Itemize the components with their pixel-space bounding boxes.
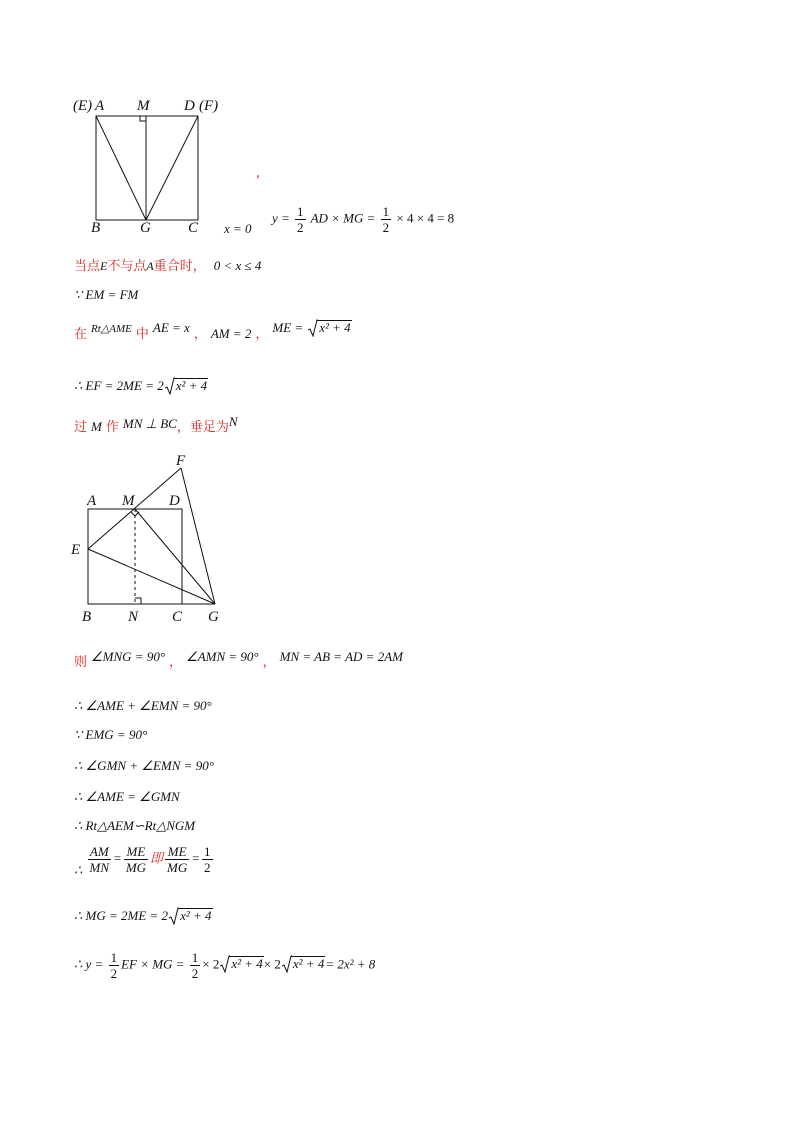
label-f: F — [176, 453, 186, 469]
step-mg: ∴ MG = 2ME = 2 x² + 4 — [74, 908, 212, 923]
segment-ag — [96, 116, 146, 220]
right-angle-mark — [140, 116, 146, 121]
step-em-fm: ∵ EM = FM — [74, 287, 139, 302]
square-abcd — [96, 116, 198, 220]
segment-dg — [146, 116, 198, 220]
label-a: A — [95, 98, 105, 114]
step-11: ∴ Rt△AEM∽Rt△NGM — [74, 818, 196, 833]
step-construct-mn: 过 M 作 MN ⊥ BC，垂足为$^N$ — [74, 414, 238, 435]
label-g: G — [208, 609, 219, 625]
label-m: M — [122, 493, 135, 509]
area-formula-case1: y = $\frac{1}{2}$ AD × MG = $\frac{1}{2}$ × 4 × 4 = 8 — [272, 204, 455, 235]
label-c: C — [188, 220, 199, 236]
label-e: (E) — [73, 98, 93, 114]
label-f: (F) — [199, 98, 219, 114]
label-e: E — [71, 542, 81, 558]
step-9: ∴ ∠GMN + ∠EMN = 90° — [74, 758, 214, 773]
comma: , — [256, 166, 261, 181]
label-a: A — [87, 493, 97, 509]
label-n: N — [128, 609, 139, 625]
label-g: G — [140, 220, 151, 236]
step-ratio: ∴ $\frac{AM}{MN}$ = $\frac{ME}{MG}$ 即 $\frac{ME}{MG}$ = $\frac{1}{2}$ — [74, 844, 211, 878]
step-final-area: ∴ y = $\frac{1}{2}$ EF × MG = $\frac{1}{2}$ × 2 x² + 4× 2 x² + 4= 2x² + 8 — [74, 950, 376, 981]
segment-eg — [88, 549, 215, 604]
step-rt-ame: 在 $^{Rt\triangle AME}$ 中 $^{AE = x}$ ， AM = 2 ， $^{ME =}$ x² + 4 — [74, 320, 351, 342]
label-c: C — [172, 609, 183, 625]
right-angle-mark-m — [131, 512, 139, 516]
label-b: B — [91, 220, 101, 236]
label-m: M — [137, 98, 150, 114]
x-equals-zero: x = 0 — [224, 221, 252, 236]
step-angles: $_则$ ∠MNG = 90° $_,$ ∠AMN = 90° $_,$ MN = AB = AD = 2AM — [74, 649, 403, 670]
step-7: ∴ ∠AME + ∠EMN = 90° — [74, 698, 212, 713]
label-d: D — [184, 98, 195, 114]
right-angle-mark-n — [135, 598, 141, 604]
step-10: ∴ ∠AME = ∠GMN — [74, 789, 180, 804]
step-8: ∵ EMG = 90° — [74, 727, 148, 742]
step-ef: ∴ EF = 2ME = 2 x² + 4 — [74, 378, 208, 393]
figure-1 — [60, 90, 230, 240]
figure-2 — [65, 450, 235, 630]
case2-condition: 当点E不与点A重合时， 0 < x ≤ 4 — [74, 258, 262, 274]
label-d: D — [169, 493, 180, 509]
label-b: B — [82, 609, 92, 625]
